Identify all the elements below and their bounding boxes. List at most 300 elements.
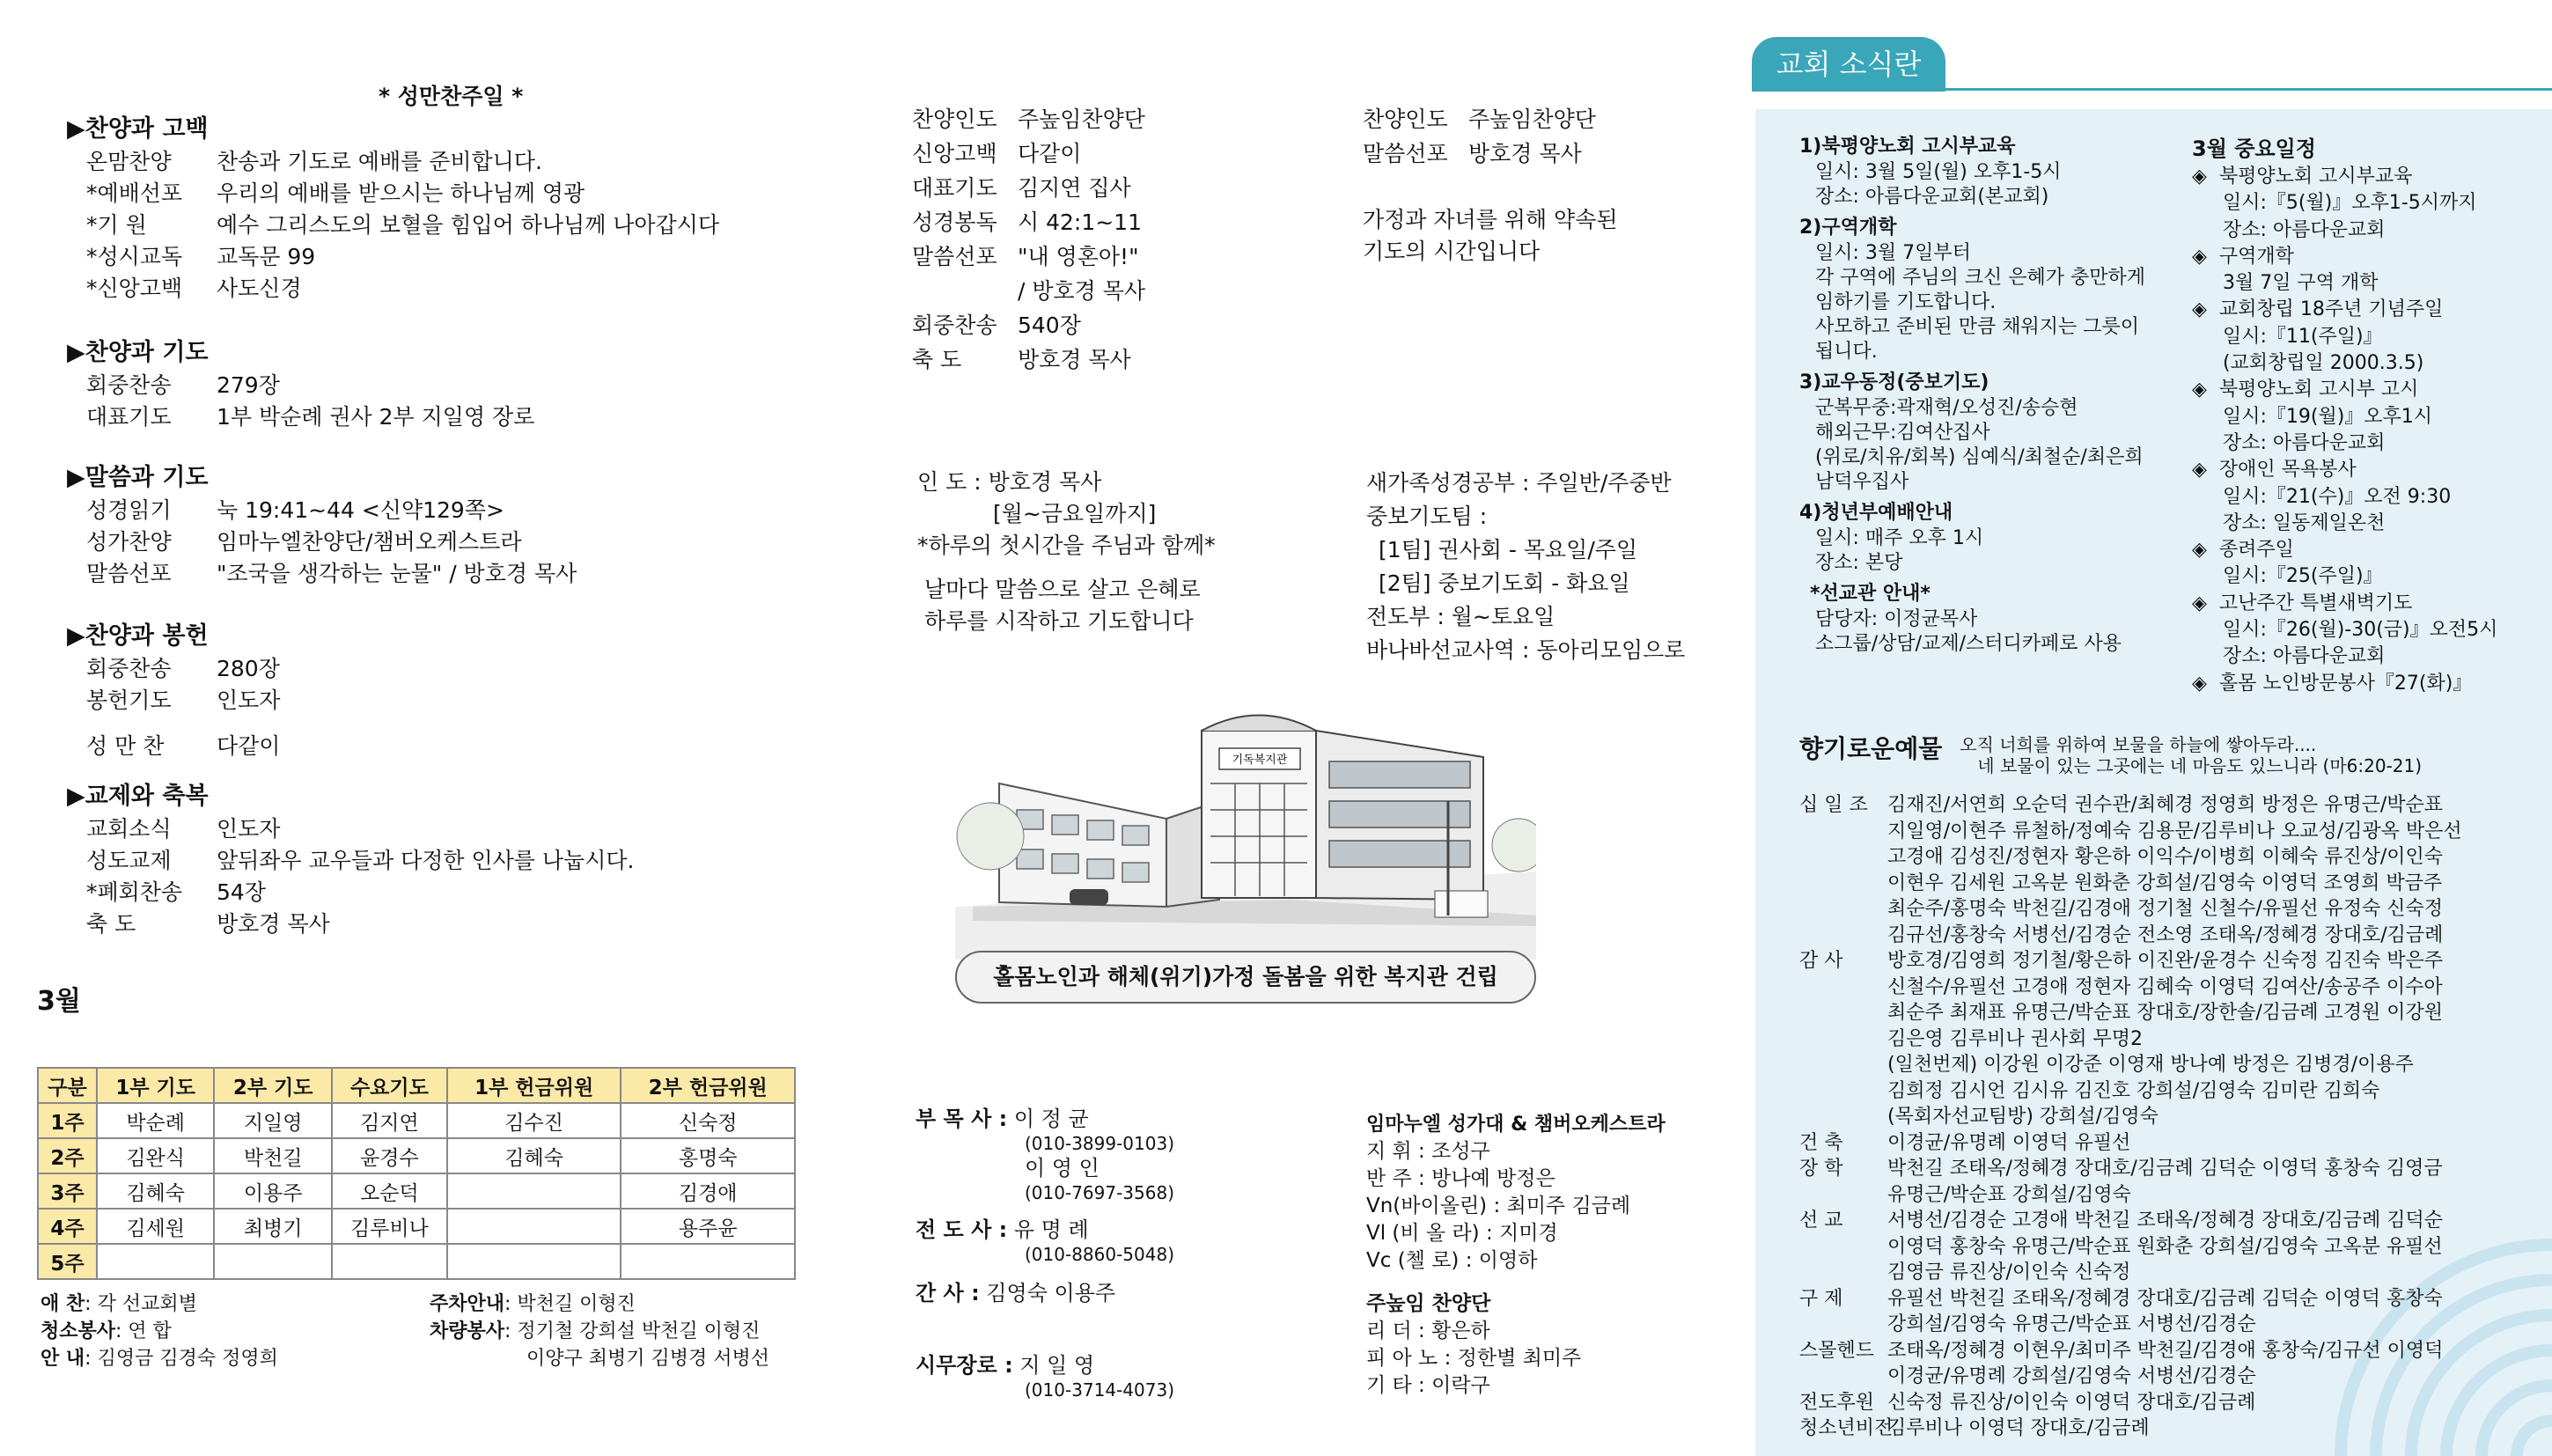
worship-item-value: 방호경 목사 — [217, 911, 330, 937]
table-cell: 오순덕 — [332, 1173, 447, 1209]
offering-names: 최순주 최재표 유명근/박순표 장대호/장한솔/김금례 고경원 이강원 — [1887, 1002, 2444, 1024]
praise-member: 피 아 노 : 정한별 최미주 — [1366, 1347, 1582, 1370]
worship-item-value: 우리의 예배를 받으시는 하나님께 영광 — [217, 180, 585, 206]
offering-verse-line: 오직 너희를 위하여 보물을 하늘에 쌓아두라.... — [1960, 734, 2317, 755]
offering-names: 김희정 김시언 김시유 김진호 강희설/김영숙 김미란 김희숙 — [1887, 1079, 2380, 1102]
table-cell: 박순례 — [97, 1103, 215, 1138]
staff-list — [916, 1106, 1174, 1401]
worship-item-label: 회중찬송 — [86, 372, 172, 398]
offering-list — [1799, 792, 2462, 1442]
table-cell: 김루비나 — [332, 1209, 447, 1244]
table-cell: 4주 — [38, 1209, 97, 1244]
worship-item-value: 인도자 — [217, 816, 281, 842]
table-cell: 김혜숙 — [447, 1138, 621, 1173]
dawn-service-value: 방호경 목사 — [1018, 347, 1131, 372]
worship-item-label: *기 원 — [86, 212, 147, 238]
offering-row — [1799, 1312, 2462, 1338]
schedule-item: 장소: 일동제일온천 — [2192, 511, 2386, 534]
worship-item-label: 말씀선포 — [86, 561, 172, 586]
offering-row — [1799, 1156, 2462, 1182]
offering-names: (일천번제) 이강원 이강준 이영재 방나예 방정은 김병경/이용주 — [1887, 1054, 2414, 1076]
offering-names: 지일영/이현주 류철하/정예숙 김용문/김루비나 오교성/김광옥 박은선 — [1887, 820, 2462, 842]
table-cell: 김혜숙 — [97, 1173, 215, 1209]
section-heading: ▶말씀과 기도 — [67, 464, 209, 491]
choir-member: Vn(바이올린) : 최미주 김금례 — [1366, 1195, 1631, 1217]
duty-value: : 김영금 김경숙 정영희 — [85, 1348, 278, 1370]
welfare-building-illustration — [955, 695, 1536, 960]
offering-row — [1799, 1078, 2462, 1105]
offering-category: 전도후원 — [1799, 1391, 1875, 1414]
worship-row — [67, 370, 534, 401]
table-cell: 윤경수 — [332, 1138, 447, 1173]
offering-verse — [1960, 734, 2422, 776]
news-item-title: 3)교우동정(중보기도) — [1799, 371, 1989, 393]
news-item — [1810, 581, 2145, 657]
duty-value: : 각 선교회별 — [85, 1293, 197, 1315]
family-service-row — [1363, 136, 1596, 171]
table-cell: 박천길 — [214, 1138, 332, 1173]
column-header: 2부 헌금위원 — [621, 1068, 795, 1103]
worship-item-value: 다같이 — [217, 733, 281, 759]
staff-name: 유 명 례 — [1013, 1217, 1089, 1242]
offering-row — [1799, 1338, 2462, 1364]
dawn-service-value: 540장 — [1018, 313, 1081, 338]
offering-header — [1799, 734, 2462, 776]
column-header: 구분 — [38, 1068, 97, 1103]
table-cell — [447, 1244, 621, 1279]
news-item-title: 2)구역개학 — [1799, 217, 1897, 239]
worship-item-label: 축 도 — [86, 911, 136, 937]
news-item-line: 담당자: 이정균목사 — [1815, 608, 1978, 630]
offering-row — [1799, 1208, 2462, 1234]
offering-row — [1799, 1390, 2462, 1416]
schedule-item: 일시:『19(월)』오후1시 — [2192, 405, 2433, 428]
worship-item-value: 눅 19:41~44 <신약129쪽> — [217, 497, 504, 523]
table-cell: 신숙정 — [621, 1103, 795, 1138]
news-item-line: 일시: 3월 7일부터 — [1815, 242, 1971, 264]
dawn-service-row — [912, 239, 1145, 274]
service-title: * 성만찬주일 * — [379, 84, 524, 109]
family-note — [1363, 204, 1618, 268]
dawn-service-row — [912, 308, 1145, 342]
duty-label: 애 찬 — [40, 1293, 85, 1315]
news-item-line: 일시: 3월 5일(월) 오후1-5시 — [1815, 161, 2062, 183]
offering-names: 유명근/박순표 강희설/김영숙 — [1887, 1183, 2131, 1206]
schedule-item: 장소: 아름다운교회 — [2192, 218, 2386, 241]
offering-row — [1799, 1364, 2462, 1390]
table-cell: 김지연 — [332, 1103, 447, 1138]
dawn-service-label: 축 도 — [912, 347, 962, 372]
table-cell: 이용주 — [214, 1173, 332, 1209]
table-cell: 2주 — [38, 1138, 97, 1173]
worship-item-value: 279장 — [217, 372, 280, 398]
daily-prayer — [917, 467, 1216, 637]
dawn-service-row — [912, 342, 1145, 377]
offering-names: 방호경/김영희 정기철/황은하 이진완/윤경수 신숙정 김진숙 박은주 — [1887, 950, 2444, 972]
worship-item-value: "조국을 생각하는 눈물" / 방호경 목사 — [217, 561, 577, 586]
dawn-service-label: 성경봉독 — [912, 210, 997, 235]
schedule-item: (교회창립일 2000.3.5) — [2192, 352, 2424, 375]
worship-row — [67, 813, 634, 845]
praise-member: 리 더 : 황은하 — [1366, 1320, 1490, 1342]
table-cell: 용주윤 — [621, 1209, 795, 1244]
duty-label: 차량봉사 — [430, 1320, 505, 1342]
schedule-item: 일시:『21(수)』오전 9:30 — [2192, 485, 2452, 508]
offering-row — [1799, 871, 2462, 897]
schedule-item: ◈ 종려주일 — [2192, 539, 2294, 562]
section-heading: ▶찬양과 봉헌 — [67, 622, 209, 650]
worship-item-label: *신앙고백 — [86, 276, 183, 301]
news-item-line: 됩니다. — [1815, 341, 1878, 363]
offering-names: 김영금 류진상/이인숙 신숙정 — [1887, 1261, 2131, 1283]
worship-item-value: 앞뒤좌우 교우들과 다정한 인사를 나눕시다. — [217, 848, 635, 873]
offering-category: 청소년비전 — [1799, 1417, 1894, 1439]
duty-label: 청소봉사 — [40, 1320, 116, 1342]
worship-item-value: 예수 그리스도의 보혈을 힘입어 하나님께 나아갑시다 — [217, 212, 720, 238]
offering-names: 신철수/유필선 고경애 정현자 김혜숙 이영덕 김여산/송공주 이수아 — [1887, 975, 2443, 998]
schedule-item: 장소: 아름다운교회 — [2192, 645, 2386, 668]
offering-names: 이경균/유명례 강희설/김영숙 서병선/김경순 — [1887, 1365, 2256, 1387]
schedule-item: 일시:『5(월)』오후1-5시까지 — [2192, 192, 2477, 215]
schedule-heading: 3월 중요일정 — [2192, 136, 2316, 161]
offering-row — [1799, 896, 2462, 923]
news-item-line: 군복무중:곽재혁/오성진/송승현 — [1815, 397, 2078, 419]
offering-names: 최순주/홍명숙 박천길/김경애 정기철 신철수/유필선 유정숙 신숙정 — [1887, 898, 2444, 920]
schedule-item: ◈ 장애인 목욕봉사 — [2192, 459, 2357, 482]
table-cell — [447, 1173, 621, 1209]
offering-category: 감 사 — [1799, 950, 1843, 972]
dawn-service-value: 주높임찬양단 — [1018, 107, 1145, 132]
dawn-service-row — [912, 205, 1145, 239]
schedule-item: ◈ 고난주간 특별새벽기도 — [2192, 592, 2413, 614]
offering-names: (목회자선교팀방) 강희설/김영숙 — [1887, 1106, 2159, 1128]
table-cell — [214, 1244, 332, 1279]
news-item-line: 해외근무:김여산집사 — [1815, 422, 1990, 444]
worship-item-label: 온맘찬양 — [86, 149, 172, 174]
staff-label: 시무장로 : — [916, 1353, 1013, 1378]
schedule-item: 일시:『25(주일)』 — [2192, 565, 2383, 588]
news-item — [1799, 500, 2145, 576]
ministry-item: [2팀] 중보기도회 - 화요일 — [1379, 570, 1630, 596]
offering-verse-line: 네 보물이 있는 그곳에는 네 마음도 있느니라 (마6:20-21) — [1977, 755, 2423, 776]
offering-category: 십 일 조 — [1799, 794, 1868, 816]
worship-row — [67, 178, 719, 210]
staff-phone: (010-7697-3568) — [1025, 1182, 1175, 1203]
ministry-item: 바나바선교사역 : 동아리모임으로 — [1366, 637, 1686, 663]
staff-phone: (010-3714-4073) — [1025, 1379, 1175, 1401]
table-cell: 1주 — [38, 1103, 97, 1138]
offering-names: 김규선/홍창숙 서병선/김경순 전소영 조태옥/정혜경 장대호/김금례 — [1887, 923, 2444, 946]
table-cell — [447, 1209, 621, 1244]
worship-item-label: *폐회찬송 — [86, 879, 183, 905]
schedule-item: ◈ 홀몸 노인방문봉사『27(화)』 — [2192, 672, 2473, 695]
worship-row — [67, 877, 634, 908]
staff-label: 부 목 사 : — [916, 1107, 1008, 1131]
worship-section — [67, 113, 719, 305]
worship-item-label: 대표기도 — [86, 404, 172, 430]
offering-category: 장 학 — [1799, 1158, 1843, 1180]
dawn-service-row — [912, 274, 1145, 308]
section-heading: ▶교제와 축복 — [67, 783, 209, 810]
worship-item-value: 임마누엘찬양단/챔버오케스트라 — [217, 529, 522, 555]
dawn-service-label: 회중찬송 — [912, 313, 997, 338]
column-header: 2부 기도 — [214, 1068, 332, 1103]
worship-row — [67, 558, 577, 590]
choir-member: Vc (첼 로) : 이영하 — [1366, 1249, 1538, 1272]
family-service-label: 말씀선포 — [1363, 141, 1448, 166]
news-item-title: *선교관 안내* — [1810, 583, 1931, 605]
offering-names: 고경애 김성진/정현자 황은하 이익수/이병희 이혜숙 류진상/이인숙 — [1887, 846, 2444, 868]
news-item-line: 임하기를 기도합니다. — [1815, 291, 1997, 313]
offering-names: 서병선/김경순 고경애 박천길 조태옥/정혜경 장대호/김금례 김덕순 — [1887, 1210, 2444, 1232]
worship-row — [67, 210, 719, 241]
worship-item-label: 성가찬양 — [86, 529, 172, 555]
worship-row — [67, 495, 577, 526]
schedule-item: 3월 7일 구역 개학 — [2192, 272, 2379, 295]
schedule-item: 일시:『26(월)-30(금)』오전5시 — [2192, 619, 2498, 642]
schedule-item: ◈ 북평양노회 고시부교육 — [2192, 165, 2413, 188]
offering-names: 이현우 김세원 고옥분 원화춘 강희설/김영숙 이영덕 조영희 박금주 — [1887, 871, 2443, 894]
offering-names: 박천길 조태옥/정혜경 장대호/김금례 김덕순 이영덕 홍창숙 김영금 — [1887, 1158, 2443, 1180]
worship-row — [67, 401, 534, 433]
table-cell: 김완식 — [97, 1138, 215, 1173]
worship-item-label: 성도교제 — [86, 848, 172, 873]
worship-item-value: 인도자 — [217, 688, 281, 713]
news-item-line: 일시: 매주 오후 1시 — [1815, 527, 1984, 549]
choir-member: 지 휘 : 조성구 — [1366, 1140, 1490, 1163]
offering-row — [1799, 844, 2462, 871]
schedule-item: ◈ 구역개학 — [2192, 245, 2294, 268]
worship-row — [67, 845, 634, 877]
staff-label: 간 사 : — [916, 1281, 980, 1305]
dawn-service-row — [912, 136, 1145, 171]
table-cell: 3주 — [38, 1173, 97, 1209]
worship-item-value: 교독문 99 — [217, 244, 316, 269]
family-service-row — [1363, 102, 1596, 136]
worship-item-value: 280장 — [217, 656, 280, 681]
column-header: 수요기도 — [332, 1068, 447, 1103]
news-item-line: 사모하고 준비된 만큼 채워지는 그릇이 — [1815, 316, 2140, 338]
offering-category: 스몰헨드 — [1799, 1339, 1875, 1362]
duty-label: 주차안내 — [430, 1293, 505, 1315]
table-cell — [621, 1244, 795, 1279]
news-tab: 교회 소식란 — [1752, 37, 1945, 92]
news-item-line: 장소: 아름다운교회(본교회) — [1815, 186, 2049, 208]
schedule-item: ◈ 교회창립 18주년 기념주일 — [2192, 298, 2444, 321]
news-list — [1799, 134, 2145, 662]
offering-row — [1799, 1234, 2462, 1261]
section-heading: ▶찬양과 고백 — [67, 115, 209, 143]
table-cell: 김세원 — [97, 1209, 215, 1244]
staff-phone: (010-3899-0103) — [1025, 1133, 1175, 1154]
worship-row — [67, 908, 634, 940]
section-heading: ▶찬양과 기도 — [67, 339, 209, 366]
duty-value: : 연 합 — [115, 1320, 172, 1342]
schedule-item: 일시:『11(주일)』 — [2192, 325, 2383, 348]
dawn-service-row — [912, 171, 1145, 205]
staff-name: 이 정 균 — [1013, 1107, 1089, 1131]
worship-item-value: 찬송과 기도로 예배를 준비합니다. — [217, 149, 542, 174]
worship-row — [67, 653, 280, 685]
ministry-item: 새가족성경공부 : 주일반/주중반 — [1366, 470, 1672, 496]
dawn-service-label: 말씀선포 — [912, 244, 997, 269]
offering-row — [1799, 1182, 2462, 1209]
dawn-service-value: 다같이 — [1018, 141, 1082, 166]
worship-row — [67, 241, 719, 273]
daily-prayer-leader: 인 도 : 방호경 목사 — [917, 469, 1102, 495]
news-item-line: 남덕우집사 — [1815, 471, 1909, 493]
offering-names: 김루비나 이영덕 장대호/김금례 — [1887, 1417, 2150, 1439]
offering-heading: 향기로운예물 — [1799, 734, 1943, 763]
news-item — [1799, 134, 2145, 210]
offering-names: 김재진/서연희 오순덕 권수관/최혜경 정영희 방정은 유명근/박순표 — [1887, 794, 2444, 816]
duty-label: 안 내 — [40, 1348, 85, 1370]
duty-list-right — [430, 1291, 769, 1372]
table-row — [38, 1209, 795, 1244]
table-cell: 김수진 — [447, 1103, 621, 1138]
news-item — [1799, 370, 2145, 495]
worship-section — [67, 336, 534, 433]
table-row — [38, 1244, 795, 1279]
offering-row — [1799, 792, 2462, 819]
worship-item-label: 성 만 찬 — [86, 733, 165, 759]
table-cell — [332, 1244, 447, 1279]
staff-name: 김영숙 이용주 — [986, 1281, 1116, 1305]
family-service-value: 주높임찬양단 — [1468, 107, 1596, 132]
family-service-value: 방호경 목사 — [1468, 141, 1582, 166]
worship-row — [67, 526, 577, 558]
worship-section — [67, 461, 577, 590]
choir-heading: 임마누엘 성가대 & 챔버오케스트라 — [1366, 1114, 1666, 1136]
dawn-service-value: / 방호경 목사 — [1018, 278, 1146, 304]
table-row — [38, 1173, 795, 1209]
staff-label: 전 도 사 : — [916, 1217, 1008, 1242]
worship-row — [67, 731, 280, 762]
column-header: 1부 기도 — [97, 1068, 215, 1103]
worship-section — [67, 620, 280, 762]
ministry-list — [1366, 467, 1685, 667]
offering-names: 이영덕 홍창숙 유명근/박순표 원화춘 강희설/김영숙 고옥분 유필선 — [1887, 1235, 2443, 1258]
news-item-line: 소그룹/상담/교제/스터디카페로 사용 — [1815, 633, 2122, 655]
news-item-line: 장소: 본당 — [1815, 552, 1903, 574]
offering-row — [1799, 1286, 2462, 1313]
choir-member: Vl (비 올 라) : 지미경 — [1366, 1222, 1558, 1245]
offering-row — [1799, 974, 2462, 1001]
offering-row — [1799, 1052, 2462, 1078]
table-cell: 최병기 — [214, 1209, 332, 1244]
schedule-item: 장소: 아름다운교회 — [2192, 431, 2386, 454]
news-item — [1799, 215, 2145, 364]
praise-member: 기 타 : 이락구 — [1366, 1374, 1490, 1397]
building-sign: 기독복지관 — [1232, 754, 1288, 767]
table-cell: 5주 — [38, 1244, 97, 1279]
offering-names: 유필선 박천길 조태옥/정혜경 장대호/김금례 김덕순 이영덕 홍창숙 — [1887, 1287, 2443, 1310]
worship-row — [67, 146, 719, 178]
dawn-service-label: 신앙고백 — [912, 141, 997, 166]
offering-names: 이경균/유명례 이영덕 유필선 — [1887, 1131, 2131, 1154]
duty-table — [37, 1067, 796, 1280]
column-header: 1부 헌금위원 — [447, 1068, 621, 1103]
offering-names: 강희설/김영숙 유명근/박순표 서병선/김경순 — [1887, 1313, 2256, 1335]
family-service-label: 찬양인도 — [1363, 107, 1448, 132]
offering-row — [1799, 923, 2462, 949]
staff-name: 지 일 영 — [1019, 1353, 1095, 1378]
table-cell: 김경애 — [621, 1173, 795, 1209]
worship-row — [67, 273, 719, 305]
daily-prayer-note: 날마다 말씀으로 살고 은혜로 — [924, 577, 1201, 602]
offering-category: 건 축 — [1799, 1131, 1843, 1154]
offering-names: 김은영 김루비나 권사회 무명2 — [1887, 1027, 2144, 1050]
month-heading: 3월 — [37, 986, 81, 1017]
worship-item-value: 사도신경 — [217, 276, 302, 301]
worship-row — [67, 685, 280, 717]
table-row — [38, 1103, 795, 1138]
offering-row — [1799, 1260, 2462, 1286]
staff-name: 이 영 인 — [1025, 1156, 1099, 1180]
dawn-service-value: "내 영혼아!" — [1018, 244, 1139, 269]
dawn-service-label: 대표기도 — [912, 175, 997, 201]
table-row — [38, 1138, 795, 1173]
offering-row — [1799, 819, 2462, 845]
ministry-item: [1팀] 권사회 - 목요일/주일 — [1379, 537, 1638, 563]
worship-section — [67, 780, 634, 940]
offering-category: 구 제 — [1799, 1287, 1843, 1310]
worship-item-label: 성경읽기 — [86, 497, 172, 523]
worship-item-label: *성시교독 — [86, 244, 183, 269]
choir-list — [1366, 1111, 1666, 1400]
news-item-title: 4)청년부예배안내 — [1799, 502, 1953, 524]
worship-item-value: 1부 박순례 권사 2부 지일영 장로 — [217, 404, 535, 430]
dawn-service-label: 찬양인도 — [912, 107, 997, 132]
schedule — [2192, 134, 2497, 697]
offering-section — [1799, 734, 2462, 1442]
ministry-item: 전도부 : 월~토요일 — [1366, 604, 1555, 629]
daily-prayer-motto: *하루의 첫시간을 주님과 함께* — [917, 533, 1216, 558]
offering-row — [1799, 1026, 2462, 1053]
family-note-line: 가정과 자녀를 위해 약속된 — [1363, 207, 1618, 232]
offering-row — [1799, 1130, 2462, 1157]
choir-member: 반 주 : 방나예 방정은 — [1366, 1167, 1555, 1190]
daily-prayer-note: 하루를 시작하고 기도합니다 — [924, 608, 1194, 634]
offering-row — [1799, 1416, 2462, 1442]
building-caption: 홀몸노인과 해체(위기)가정 돌봄을 위한 복지관 건립 — [955, 951, 1536, 1004]
offering-row — [1799, 948, 2462, 974]
ministry-item: 중보기도팀 : — [1366, 504, 1488, 529]
daily-prayer-days: [월~금요일까지] — [993, 501, 1157, 526]
staff-phone: (010-8860-5048) — [1025, 1244, 1175, 1265]
worship-item-label: 봉헌기도 — [86, 688, 172, 713]
schedule-item: ◈ 북평양노회 고시부 고시 — [2192, 379, 2419, 401]
dawn-service-value: 김지연 집사 — [1018, 175, 1131, 201]
praise-team-heading: 주높임 찬양단 — [1366, 1292, 1491, 1315]
worship-item-value: 54장 — [217, 879, 266, 905]
news-item-title: 1)북평양노회 고시부교육 — [1799, 136, 2016, 158]
offering-names: 조태옥/정혜경 이현우/최미주 박천길/김경애 홍창숙/김규선 이영덕 — [1887, 1339, 2444, 1362]
duty-value: 이양구 최병기 김병경 서병선 — [526, 1348, 770, 1370]
dawn-service-value: 시 42:1~11 — [1018, 210, 1142, 235]
duty-value: : 박천길 이형진 — [504, 1293, 636, 1315]
offering-category: 선 교 — [1799, 1210, 1843, 1232]
schedule-items — [2192, 164, 2497, 697]
worship-item-label: *예배선포 — [86, 180, 183, 206]
offering-row — [1799, 1000, 2462, 1026]
table-cell: 지일영 — [214, 1103, 332, 1138]
duty-value: : 정기철 강희설 박천길 이형진 — [504, 1320, 761, 1342]
offering-row — [1799, 1104, 2462, 1130]
duty-list-left — [40, 1291, 278, 1372]
family-note-line: 기도의 시간입니다 — [1363, 239, 1541, 264]
family-service — [1363, 102, 1596, 171]
